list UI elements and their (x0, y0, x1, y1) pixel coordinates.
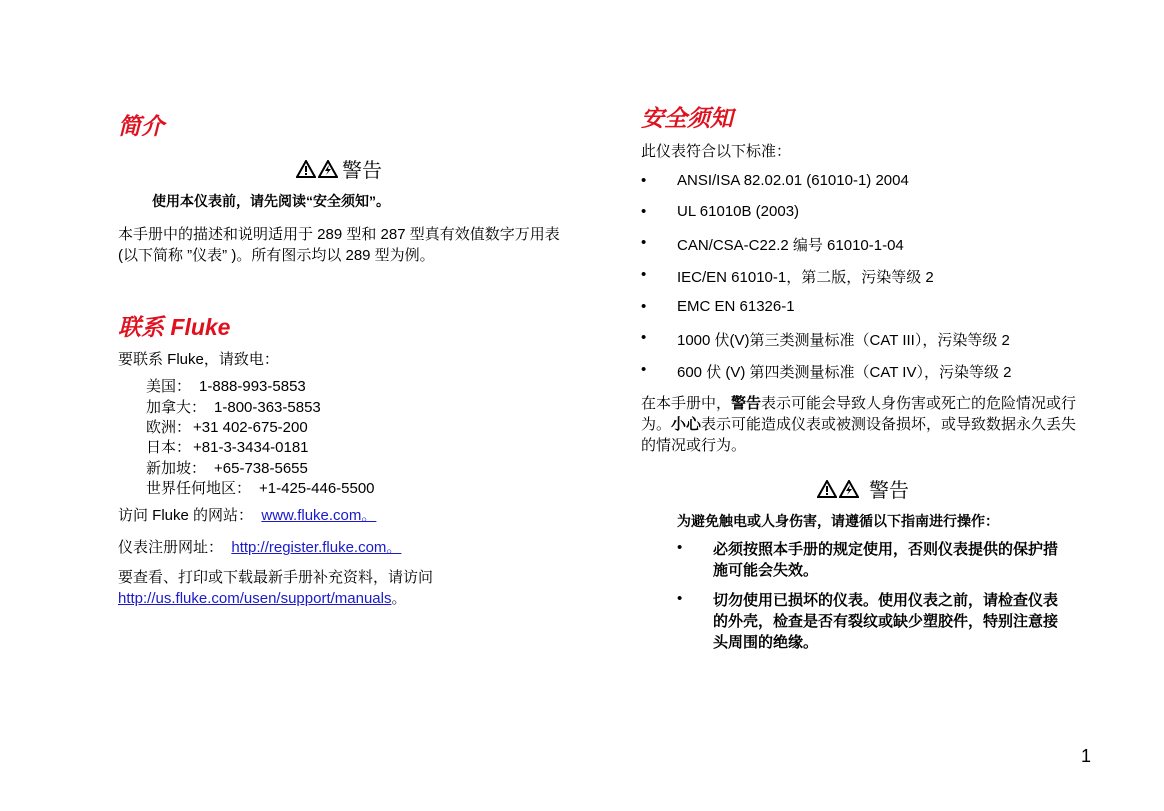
contact-japan: 日本： +81-3-3434-0181 (146, 439, 309, 456)
standard-item: • EMC EN 61326-1 (641, 298, 795, 315)
website-link[interactable]: www.fluke.com。 (261, 507, 377, 524)
manuals-link[interactable]: http://us.fluke.com/usen/support/manuals (118, 590, 392, 607)
contact-worldwide: 世界任何地区： +1-425-446-5500 (146, 480, 375, 497)
contact-canada: 加拿大： 1-800-363-5853 (146, 399, 321, 416)
standards-intro: 此仪表符合以下标准： (641, 143, 792, 160)
standard-item: • CAN/CSA-C22.2 编号 61010-1-04 (641, 234, 904, 254)
safety-warning-label: 警告 (869, 480, 909, 502)
caution-triangle-icon (817, 480, 837, 498)
contact-singapore: 新加坡： +65-738-5655 (146, 460, 308, 477)
contact-heading: 联系 Fluke (118, 314, 231, 340)
safety-warning-intro: 为避免触电或人身伤害，请遵循以下指南进行操作： (677, 513, 999, 529)
register-link[interactable]: http://register.fluke.com。 (231, 539, 402, 556)
safety-warning-heading (817, 474, 909, 503)
safety-heading: 安全须知 (641, 105, 733, 131)
contact-intro: 要联系 Fluke，请致电： (118, 351, 279, 368)
register-line: 仪表注册网址： http://register.fluke.com。 (118, 539, 402, 556)
website-line: 访问 Fluke 的网站： www.fluke.com。 (118, 507, 377, 524)
standard-item: • 1000 伏(V)第三类测量标准（CAT III），污染等级 2 (641, 329, 1010, 349)
intro-warning-text: 使用本仪表前，请先阅读“安全须知”。 (152, 193, 390, 209)
manual-conventions-paragraph: 在本手册中，警告表示可能会导致人身伤害或死亡的危险情况或行为。小心表示可能造成仪表或被测设备损坏，或导致数据永久丢失的情况或行为。 (641, 395, 1077, 454)
manuals-paragraph: 要查看、打印或下载最新手册补充资料，请访问 http://us.fluke.com/usen/support/manuals。 (118, 569, 434, 607)
caution-triangle-icon (296, 160, 316, 178)
warning-symbols (817, 480, 859, 498)
warning-item: • 切勿使用已损坏的仪表。使用仪表之前，请检查仪表的外壳，检查是否有裂纹或缺少塑胶件，特别注意接头周围的绝缘。 (677, 590, 1059, 651)
standard-item: • ANSI/ISA 82.02.01 (61010-1) 2004 (641, 172, 909, 189)
intro-warning-heading (296, 154, 382, 183)
standard-item: • IEC/EN 61010-1，第二版，污染等级 2 (641, 266, 934, 286)
warning-symbols (296, 160, 338, 178)
page-number: 1 (1081, 746, 1092, 766)
contact-europe: 欧洲： +31 402-675-200 (146, 419, 308, 436)
contact-us: 美国： 1-888-993-5853 (146, 378, 306, 395)
intro-heading: 简介 (118, 113, 164, 139)
intro-warning-label: 警告 (342, 160, 382, 182)
warning-item: • 必须按照本手册的规定使用，否则仪表提供的保护措施可能会失效。 (677, 539, 1059, 579)
intro-paragraph: 本手册中的描述和说明适用于 289 型和 287 型真有效值数字万用表(以下简称 ”仪表” )。所有图示均以 289 型为例。 (118, 226, 560, 264)
high-voltage-triangle-icon (318, 160, 338, 178)
standard-item: • UL 61010B (2003) (641, 203, 800, 220)
standard-item: • 600 伏 (V) 第四类测量标准（CAT IV），污染等级 2 (641, 361, 1012, 381)
high-voltage-triangle-icon (839, 480, 859, 498)
